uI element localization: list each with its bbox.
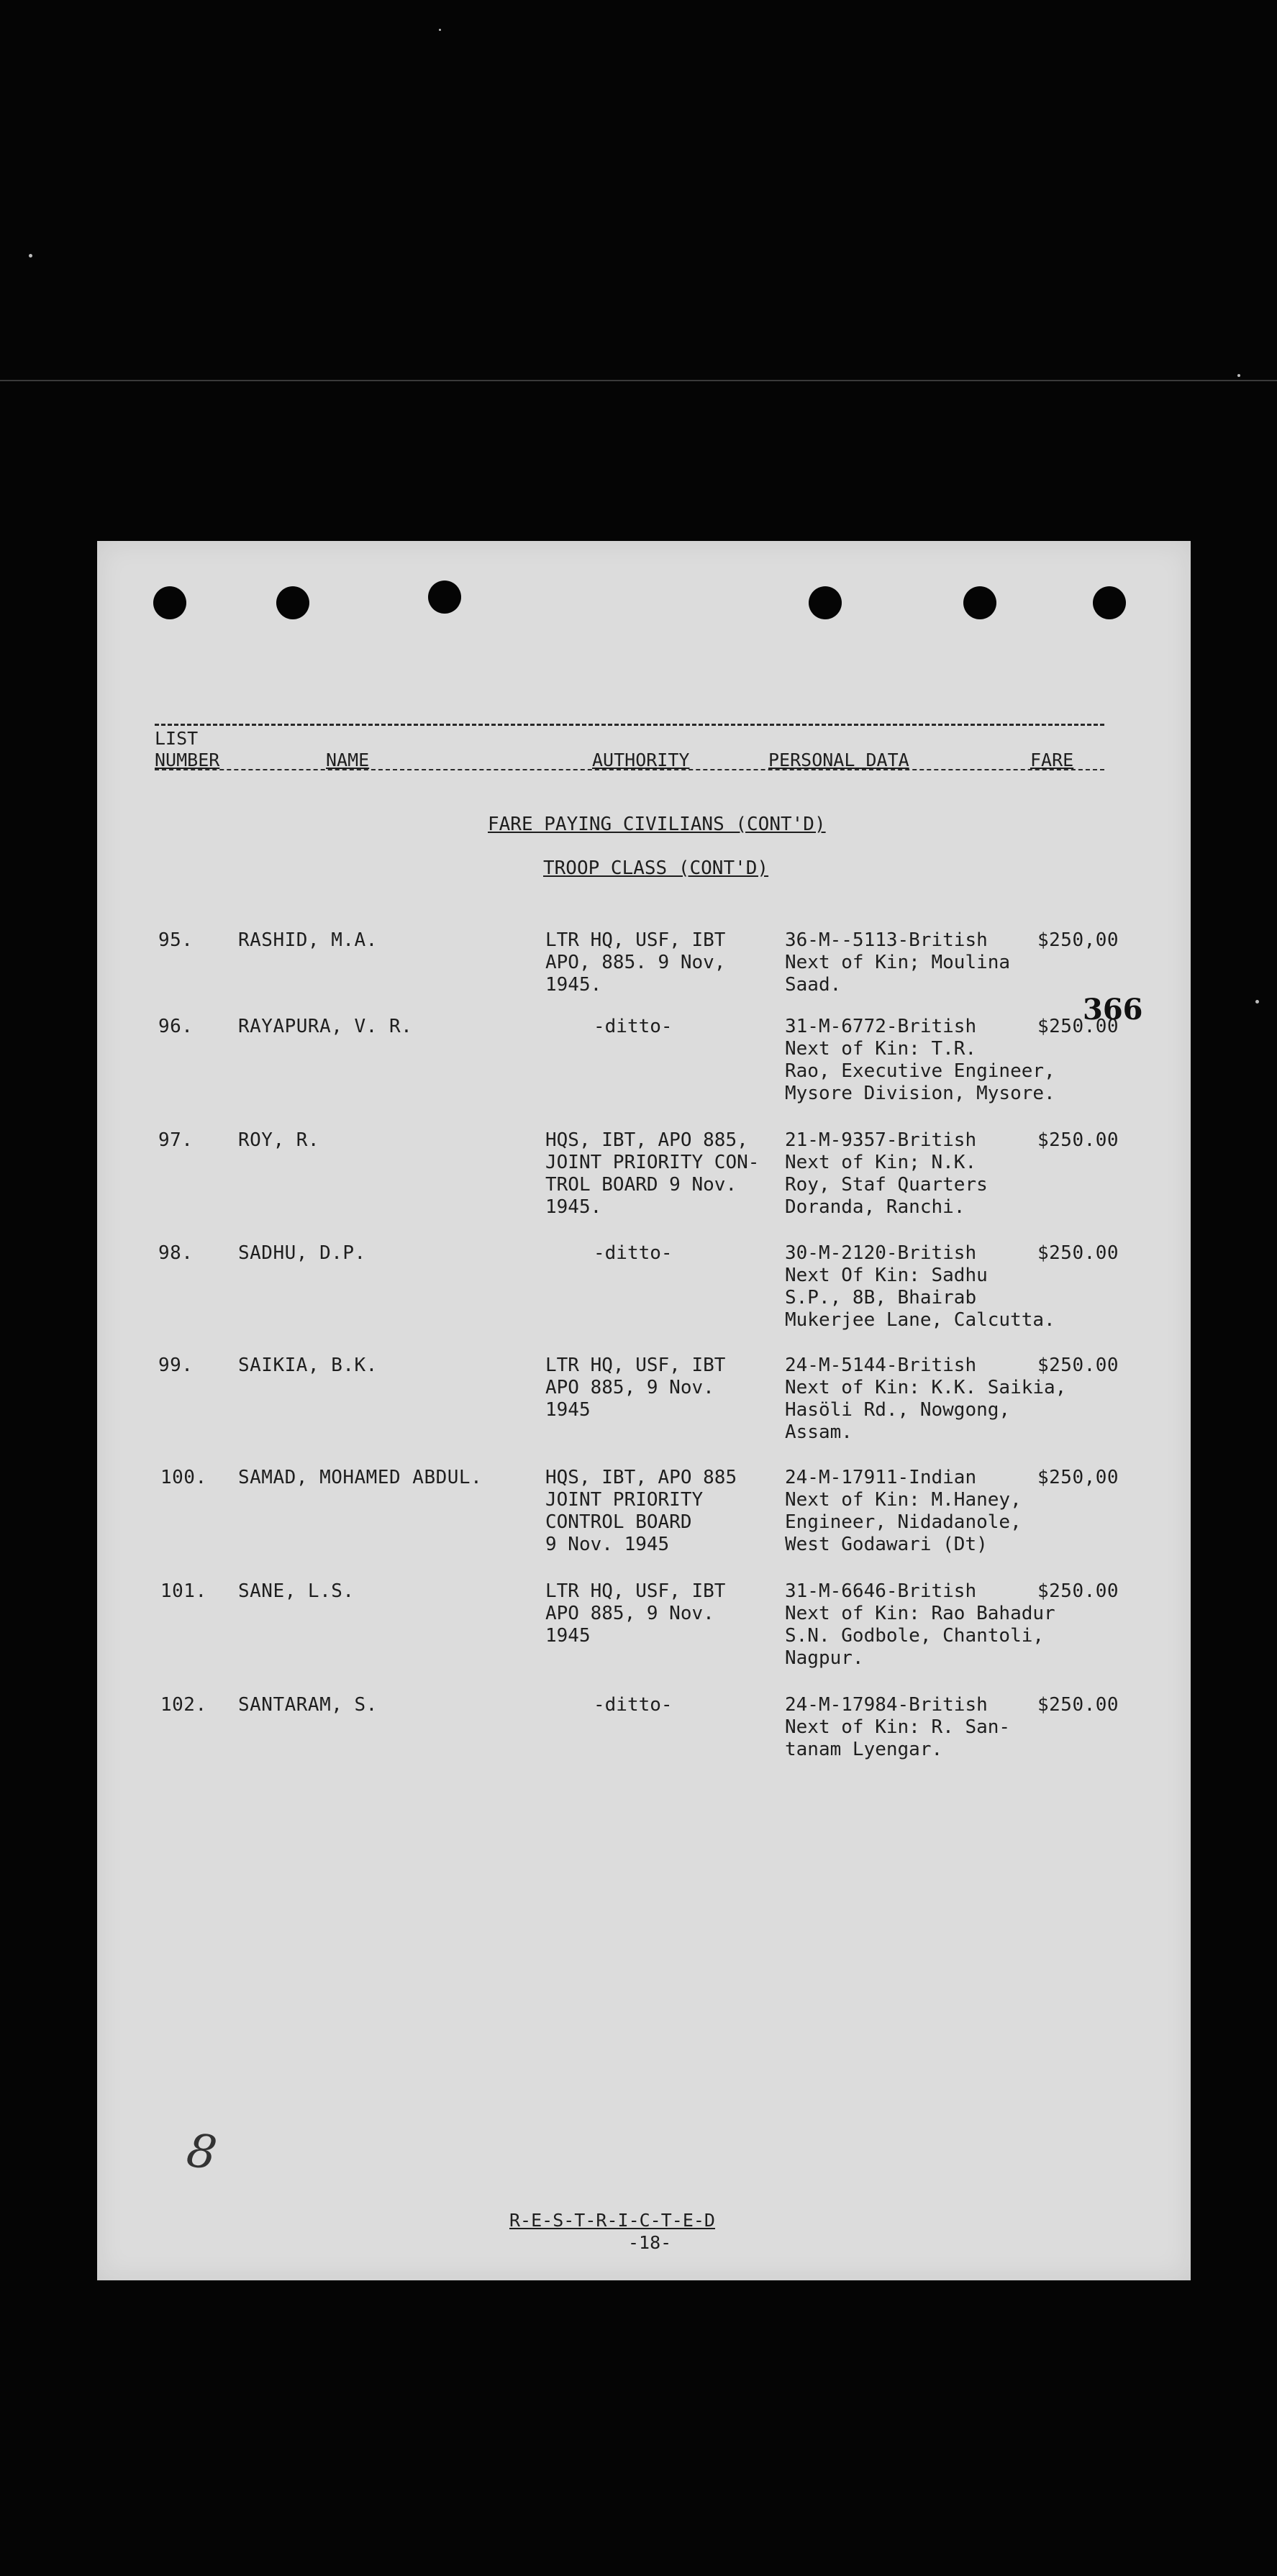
personal-data-line: tanam Lyengar. xyxy=(785,1739,943,1760)
row-name: RASHID, M.A. xyxy=(238,929,378,951)
row-authority xyxy=(545,929,725,996)
row-fare: $250.00 xyxy=(1037,1694,1119,1716)
film-speck xyxy=(1255,1000,1259,1003)
authority-line: JOINT PRIORITY CON- xyxy=(545,1152,760,1173)
section-subtitle: TROOP CLASS (CONT'D) xyxy=(543,857,769,879)
row-list-number: 101. xyxy=(160,1580,207,1602)
authority-line: TROL BOARD 9 Nov. xyxy=(545,1174,737,1196)
authority-line: -ditto- xyxy=(594,1242,673,1264)
row-list-number: 100. xyxy=(160,1467,207,1488)
authority-line: LTR HQ, USF, IBT xyxy=(545,1580,726,1602)
film-speck xyxy=(29,254,32,258)
row-authority xyxy=(545,1355,725,1421)
section-title: FARE PAYING CIVILIANS (CONT'D) xyxy=(488,814,826,835)
authority-line: -ditto- xyxy=(594,1016,673,1037)
page-stamp-number: 366 xyxy=(1083,993,1143,1027)
row-authority xyxy=(594,1016,673,1038)
document-page xyxy=(97,541,1191,2280)
personal-data-line: 36-M--5113-British xyxy=(785,929,988,951)
row-list-number: 102. xyxy=(160,1694,207,1716)
authority-line: 9 Nov. 1945 xyxy=(545,1534,670,1555)
row-personal-data xyxy=(785,1129,988,1219)
row-name: SANE, L.S. xyxy=(238,1580,355,1602)
punch-hole xyxy=(963,586,996,619)
row-authority xyxy=(545,1467,737,1556)
row-list-number: 96. xyxy=(158,1016,194,1037)
row-personal-data xyxy=(785,1580,1055,1670)
punch-hole xyxy=(153,586,186,619)
personal-data-line: 24-M-5144-British xyxy=(785,1355,977,1376)
row-authority xyxy=(594,1694,673,1716)
authority-line: 1945. xyxy=(545,1196,602,1218)
row-personal-data xyxy=(785,1467,1022,1556)
personal-data-line: S.P., 8B, Bhairab xyxy=(785,1287,977,1309)
row-list-number: 95. xyxy=(158,929,194,951)
personal-data-line: Next of Kin: K.K. Saikia, xyxy=(785,1377,1067,1398)
authority-line: 1945 xyxy=(545,1625,591,1647)
personal-data-line: 31-M-6772-British xyxy=(785,1016,977,1037)
row-name: SAMAD, MOHAMED ABDUL. xyxy=(238,1467,483,1488)
row-personal-data xyxy=(785,1355,1066,1444)
row-name: SANTARAM, S. xyxy=(238,1694,378,1716)
row-list-number: 99. xyxy=(158,1355,194,1376)
row-name: SAIKIA, B.K. xyxy=(238,1355,378,1376)
authority-line: 1945. xyxy=(545,974,602,996)
punch-hole xyxy=(276,586,309,619)
personal-data-line: 30-M-2120-British xyxy=(785,1242,977,1264)
personal-data-line: 24-M-17911-Indian xyxy=(785,1467,977,1488)
authority-line: APO 885, 9 Nov. xyxy=(545,1603,714,1624)
row-fare: $250.00 xyxy=(1037,1580,1119,1602)
authority-line: JOINT PRIORITY xyxy=(545,1489,704,1511)
row-personal-data xyxy=(785,1016,1055,1105)
personal-data-line: 24-M-17984-British xyxy=(785,1694,988,1716)
footer-page-number: -18- xyxy=(628,2232,672,2253)
personal-data-line: Hasöli Rd., Nowgong, xyxy=(785,1399,1011,1421)
punch-hole xyxy=(428,581,461,614)
authority-line: HQS, IBT, APO 885 xyxy=(545,1467,737,1488)
header-name-label: NAME xyxy=(326,750,370,770)
row-authority xyxy=(545,1580,725,1647)
header-list-label: LIST xyxy=(155,728,199,749)
row-name: SADHU, D.P. xyxy=(238,1242,366,1264)
personal-data-line: Next of Kin: M.Haney, xyxy=(785,1489,1022,1511)
footer-restricted: R-E-S-T-R-I-C-T-E-D xyxy=(509,2210,715,2231)
personal-data-line: Saad. xyxy=(785,974,842,996)
personal-data-line: Engineer, Nidadanole, xyxy=(785,1511,1022,1533)
row-personal-data xyxy=(785,1242,1055,1332)
authority-line: CONTROL BOARD xyxy=(545,1511,692,1533)
authority-line: HQS, IBT, APO 885, xyxy=(545,1129,748,1151)
header-personal-data-label: PERSONAL DATA xyxy=(768,750,909,770)
header-number-label: NUMBER xyxy=(155,750,220,770)
row-fare: $250.00 xyxy=(1037,1355,1119,1376)
header-top-rule xyxy=(155,724,1104,726)
film-scratch-line xyxy=(0,380,1277,381)
personal-data-line: Next Of Kin: Sadhu xyxy=(785,1265,988,1286)
row-fare: $250,00 xyxy=(1037,1467,1119,1488)
row-fare: $250.00 xyxy=(1037,1016,1119,1037)
row-fare: $250,00 xyxy=(1037,929,1119,951)
row-personal-data xyxy=(785,1694,1010,1761)
personal-data-line: Rao, Executive Engineer, xyxy=(785,1060,1055,1082)
row-authority xyxy=(594,1242,673,1265)
personal-data-line: Nagpur. xyxy=(785,1647,864,1669)
row-fare: $250.00 xyxy=(1037,1242,1119,1264)
header-fare-label: FARE xyxy=(1030,750,1074,770)
personal-data-line: Next of Kin; Moulina xyxy=(785,952,1011,973)
personal-data-line: Next of Kin: Rao Bahadur xyxy=(785,1603,1055,1624)
personal-data-line: Roy, Staf Quarters xyxy=(785,1174,988,1196)
header-bottom-rule xyxy=(155,769,1104,770)
authority-line: APO, 885. 9 Nov, xyxy=(545,952,726,973)
film-speck xyxy=(1237,374,1240,377)
personal-data-line: 21-M-9357-British xyxy=(785,1129,977,1151)
row-authority xyxy=(545,1129,759,1219)
authority-line: -ditto- xyxy=(594,1694,673,1716)
personal-data-line: Mysore Division, Mysore. xyxy=(785,1083,1055,1104)
authority-line: APO 885, 9 Nov. xyxy=(545,1377,714,1398)
film-speck xyxy=(439,29,441,31)
personal-data-line: Assam. xyxy=(785,1421,853,1443)
personal-data-line: 31-M-6646-British xyxy=(785,1580,977,1602)
personal-data-line: Next of Kin; N.K. xyxy=(785,1152,977,1173)
row-name: ROY, R. xyxy=(238,1129,320,1151)
authority-line: 1945 xyxy=(545,1399,591,1421)
personal-data-line: Mukerjee Lane, Calcutta. xyxy=(785,1309,1055,1331)
row-name: RAYAPURA, V. R. xyxy=(238,1016,413,1037)
personal-data-line: Next of Kin: R. San- xyxy=(785,1716,1011,1738)
personal-data-line: West Godawari (Dt) xyxy=(785,1534,988,1555)
personal-data-line: Doranda, Ranchi. xyxy=(785,1196,965,1218)
row-list-number: 98. xyxy=(158,1242,194,1264)
row-fare: $250.00 xyxy=(1037,1129,1119,1151)
personal-data-line: S.N. Godbole, Chantoli, xyxy=(785,1625,1045,1647)
punch-hole xyxy=(809,586,842,619)
handwritten-mark: 8 xyxy=(183,2124,220,2181)
authority-line: LTR HQ, USF, IBT xyxy=(545,1355,726,1376)
punch-hole xyxy=(1093,586,1126,619)
row-list-number: 97. xyxy=(158,1129,194,1151)
row-personal-data xyxy=(785,929,1010,996)
authority-line: LTR HQ, USF, IBT xyxy=(545,929,726,951)
header-authority-label: AUTHORITY xyxy=(592,750,690,770)
personal-data-line: Next of Kin: T.R. xyxy=(785,1038,977,1060)
